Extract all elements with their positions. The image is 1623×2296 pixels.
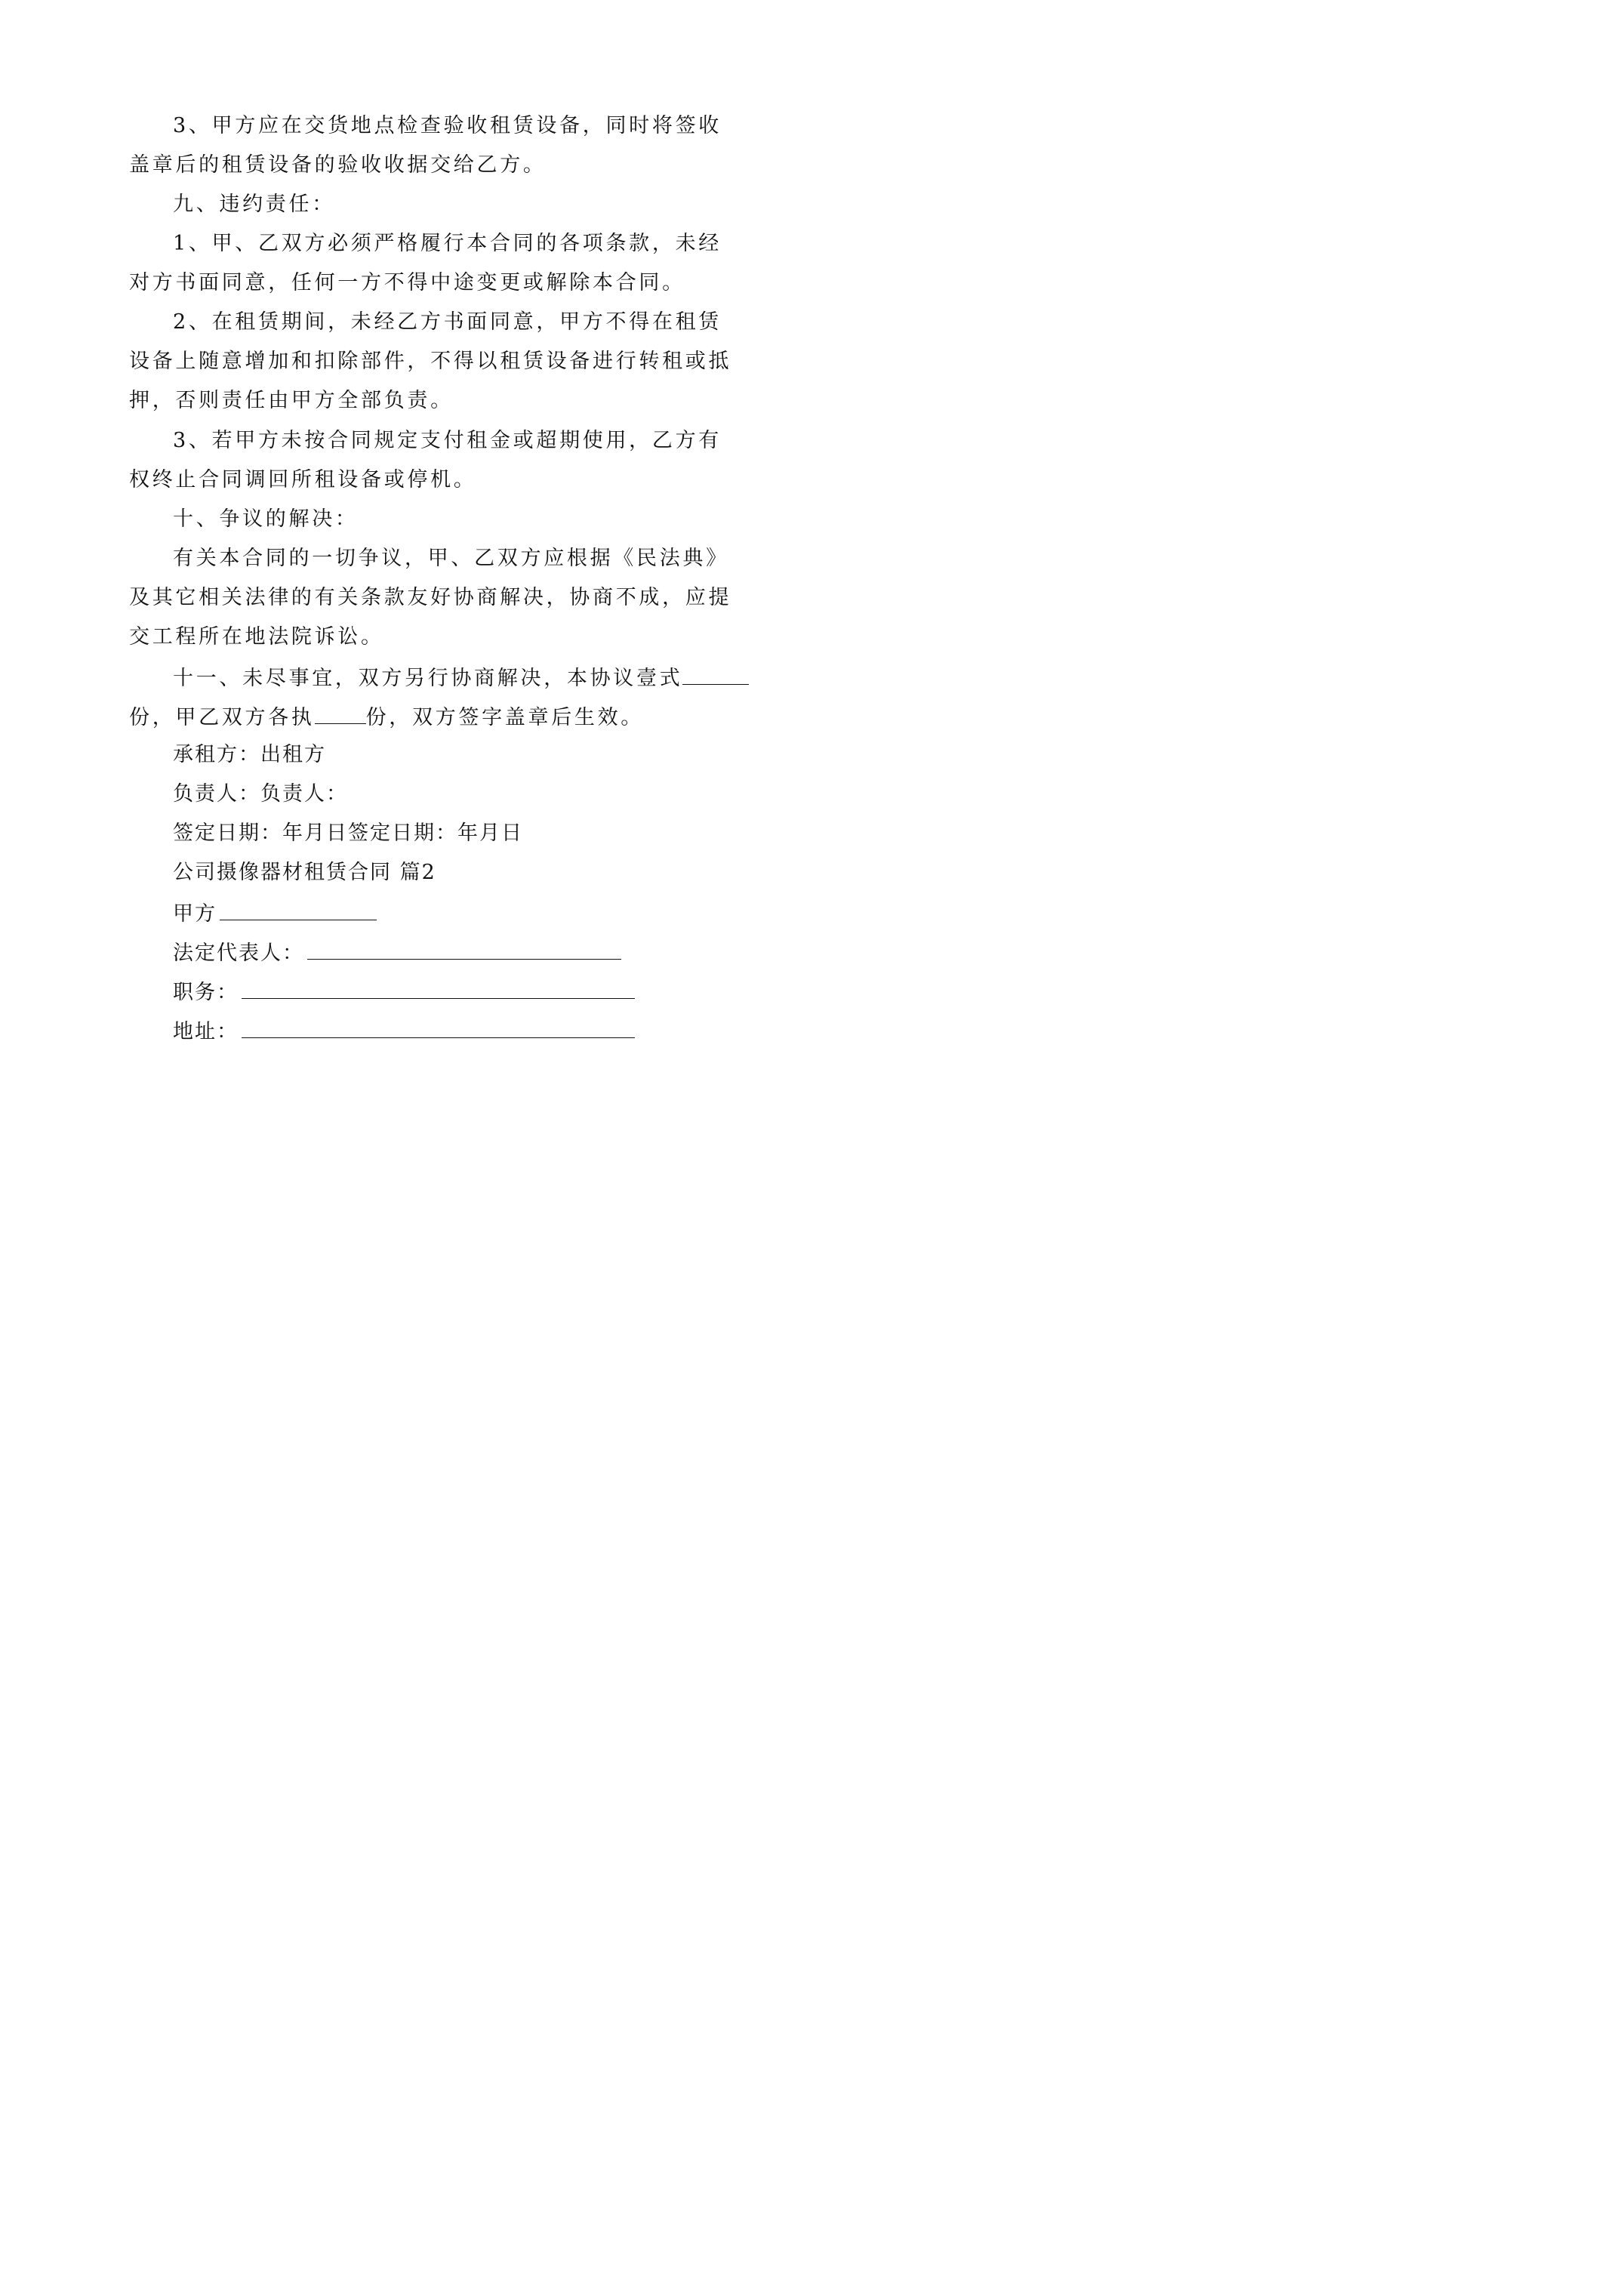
address-blank[interactable] [242,1013,635,1038]
paragraph-line: 2、在租赁期间，未经乙方书面同意，甲方不得在租赁 [173,310,722,334]
party-a-label: 甲方 [173,902,217,926]
clause-eleven-text: 十一、未尽事宜，双方另行协商解决，本协议壹式 [173,667,683,690]
position-blank[interactable] [242,974,635,999]
clause-eleven-line [129,699,710,732]
paragraph-line: 对方书面同意，任何一方不得中途变更或解除本合同。 [129,271,685,294]
signature-date: 签定日期：年月日签定日期：年月日 [173,821,523,845]
section-heading-breach: 九、违约责任： [173,193,335,216]
section-title: 公司摄像器材租赁合同 篇2 [173,861,436,884]
party-a-blank[interactable] [220,895,377,920]
party-a-line [173,895,710,929]
copies-total-blank[interactable] [682,660,749,685]
clause-eleven-text: 份，双方签字盖章后生效。 [365,706,645,729]
document-page [0,0,830,1175]
paragraph-line: 有关本合同的一切争议，甲、乙双方应根据《民法典》 [173,547,729,570]
legal-rep-blank[interactable] [307,935,621,960]
signature-responsible: 负责人：负责人： [173,782,348,806]
paragraph-line: 权终止合同调回所租设备或停机。 [129,468,477,492]
paragraph-line: 3、甲方应在交货地点检查验收租赁设备，同时将签收 [173,114,722,137]
paragraph-line: 交工程所在地法院诉讼。 [129,625,384,649]
section-heading-dispute: 十、争议的解决： [173,507,359,531]
paragraph-line: 盖章后的租赁设备的验收收据交给乙方。 [129,153,547,177]
legal-rep-label: 法定代表人： [173,942,304,965]
address-line [173,1013,710,1046]
position-label: 职务： [173,981,239,1004]
copies-each-blank[interactable] [315,699,366,724]
legal-rep-line [173,935,710,968]
paragraph-line: 押，否则责任由甲方全部负责。 [129,389,454,412]
paragraph-line: 1、甲、乙双方必须严格履行本合同的各项条款，未经 [173,232,722,255]
signature-parties: 承租方：出租方 [173,743,326,766]
paragraph-line: 及其它相关法律的有关条款友好协商解决，协商不成，应提 [129,586,732,609]
paragraph-line: 3、若甲方未按合同规定支付租金或超期使用，乙方有 [173,429,722,452]
paragraph-line: 设备上随意增加和扣除部件，不得以租赁设备进行转租或抵 [129,350,732,373]
clause-eleven-line [173,660,710,693]
position-line [173,974,710,1007]
address-label: 地址： [173,1020,239,1043]
clause-eleven-text: 份，甲乙双方各执 [129,706,315,729]
